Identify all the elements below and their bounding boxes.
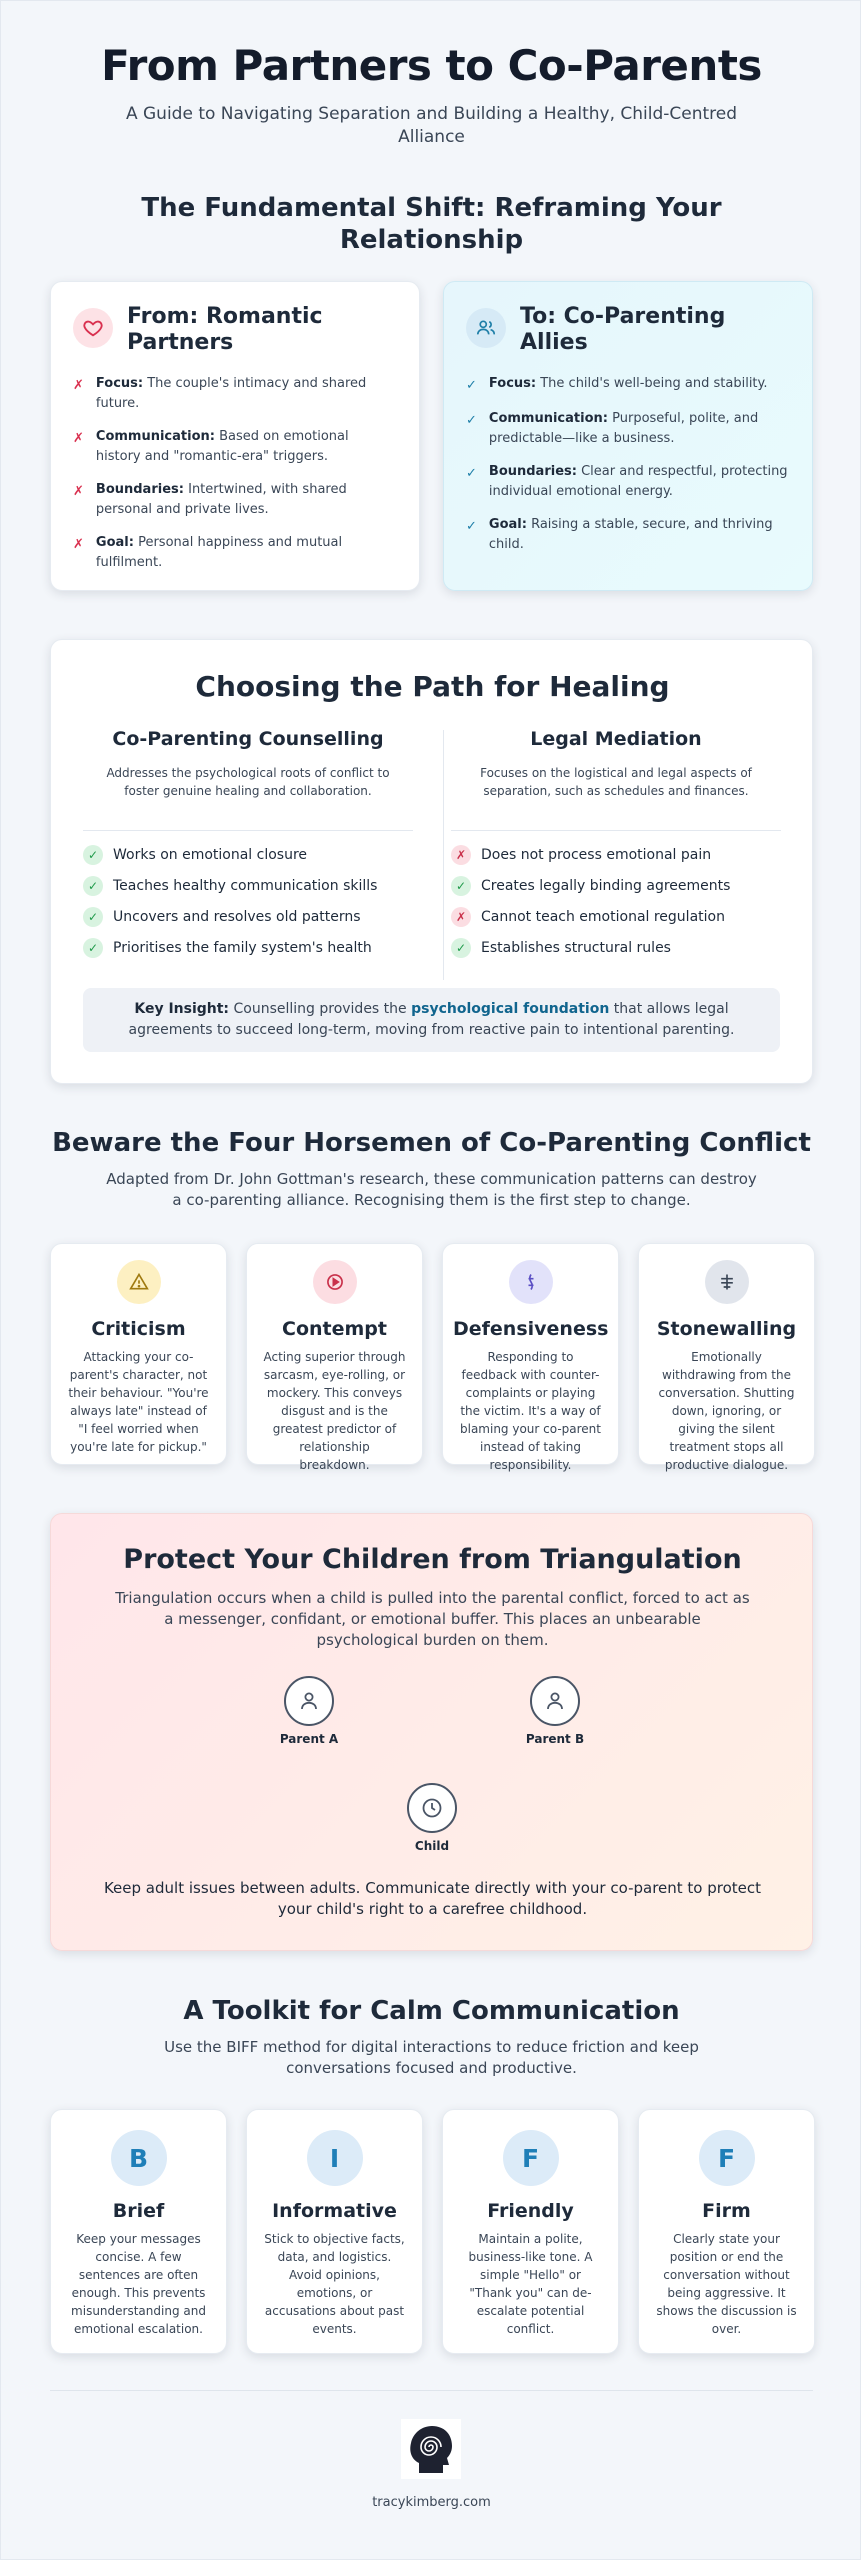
insight-text-before: Counselling provides the: [229, 1001, 412, 1017]
triangulation-subtitle: Triangulation occurs when a child is pulled into the parental conflict, forced to act as a messenger, confidant, or emotional buffer. This places an unbearable psychological burden on them.: [115, 1589, 750, 1649]
person-icon: [530, 1676, 580, 1726]
insight-highlight: psychological foundation: [411, 1001, 610, 1017]
horsemen-subtitle: Adapted from Dr. John Gottman's research, these communication patterns can destroy a co-parenting alliance. Recognising them is the first step to change.: [106, 1170, 757, 1209]
horseman-card-contempt: [246, 1243, 423, 1472]
mediation-item-text: Cannot teach emotional regulation: [481, 908, 725, 925]
to-item-label: Focus:: [488, 376, 537, 391]
check-icon: ✓: [451, 938, 471, 958]
warning-icon: [117, 1260, 161, 1304]
horsemen-title: Beware the Four Horsemen of Co-Parenting Conflict: [52, 1128, 811, 1158]
head-spiral-logo: [401, 2419, 461, 2479]
parent-a-node: [249, 1676, 369, 1746]
to-item-text: [489, 515, 790, 555]
to-item-body: Purposeful, polite, and predictable—like a business.: [488, 411, 759, 446]
horseman-desc: Attacking your co-parent's character, not their behaviour. "You're always late" instead of "I feel worried when you're late for pickup.": [68, 1350, 209, 1454]
child-label: Child: [414, 1839, 450, 1853]
counselling-title: Co-Parenting Counselling: [112, 728, 384, 750]
from-item: [73, 427, 397, 467]
shield-icon: [509, 1260, 553, 1304]
counselling-column: [83, 728, 413, 963]
column-divider: [443, 730, 444, 980]
biff-letter: I: [307, 2130, 363, 2186]
mediation-item-text: Establishes structural rules: [481, 939, 671, 956]
mediation-title: Legal Mediation: [530, 728, 702, 750]
page-subtitle: A Guide to Navigating Separation and Building a Healthy, Child-Centred Alliance: [125, 104, 738, 147]
from-item-label: Communication:: [95, 429, 215, 444]
to-item-body: Clear and respectful, protecting individual emotional energy.: [488, 464, 788, 499]
horseman-card-stonewalling: [638, 1243, 815, 1472]
biff-title: Firm: [702, 2200, 751, 2222]
toolkit-subtitle: Use the BIFF method for digital interactions to reduce friction and keep conversations focused and productive.: [164, 2038, 699, 2077]
to-item-label: Boundaries:: [488, 464, 577, 479]
from-item-text: [96, 374, 397, 414]
from-item-label: Goal:: [95, 535, 134, 550]
healing-path-card: [50, 639, 813, 1084]
check-icon: ✓: [466, 378, 477, 393]
to-card-title: To: Co-Parenting Allies: [520, 304, 726, 355]
biff-card-informative: [246, 2109, 423, 2354]
counselling-item-text: Teaches healthy communication skills: [113, 877, 378, 894]
biff-title: Friendly: [487, 2200, 574, 2222]
cross-icon: ✗: [451, 907, 471, 927]
from-item-text: [96, 480, 397, 520]
to-item: [466, 374, 790, 396]
to-item-text: [489, 462, 790, 502]
users-icon: [466, 308, 506, 348]
from-item-body: The couple's intimacy and shared future.: [95, 376, 367, 411]
to-item: [466, 515, 790, 555]
check-icon: ✓: [83, 938, 103, 958]
counselling-item-text: Prioritises the family system's health: [113, 939, 372, 956]
horseman-desc: Emotionally withdrawing from the conversation. Shutting down, ignoring, or giving the silent treatment stops all productive dialogue.: [658, 1350, 795, 1472]
check-icon: ✓: [466, 413, 477, 428]
from-item-text: [96, 533, 397, 573]
horseman-title: Criticism: [91, 1318, 186, 1340]
triangulation-title: Protect Your Children from Triangulation: [123, 1544, 742, 1575]
counselling-item-text: Works on emotional closure: [113, 846, 308, 863]
horseman-desc: Acting superior through sarcasm, eye-rolling, or mockery. This conveys disgust and is the greatest predictor of relationship breakdown.: [263, 1350, 406, 1472]
mediation-item-text: Does not process emotional pain: [481, 846, 712, 863]
mediation-item-text: Creates legally binding agreements: [481, 877, 731, 894]
from-item-label: Focus:: [95, 376, 144, 391]
insight-label: Key Insight:: [134, 1001, 230, 1017]
cross-icon: ✗: [73, 537, 84, 552]
horseman-title: Stonewalling: [656, 1318, 797, 1340]
biff-letter: F: [699, 2130, 755, 2186]
mediation-list-item: [451, 901, 781, 932]
counselling-list-item: [83, 901, 413, 932]
toolkit-title: A Toolkit for Calm Communication: [183, 1996, 680, 2026]
triangulation-card: [50, 1513, 813, 1951]
horseman-title: Defensiveness: [453, 1318, 609, 1340]
person-icon: [284, 1676, 334, 1726]
to-item-body: The child's well-being and stability.: [540, 376, 768, 391]
horseman-card-defensiveness: [442, 1243, 619, 1472]
from-item-body: Based on emotional history and "romantic-era" triggers.: [95, 429, 349, 464]
to-item-label: Goal:: [488, 517, 527, 532]
counselling-list-item: [83, 870, 413, 901]
biff-desc: Maintain a polite, business-like tone. A simple "Hello" or "Thank you" can de-escalate potential conflict.: [468, 2232, 593, 2336]
insight-text-after: that allows legal agreements to succeed long-term, moving from reactive pain to intentional parenting.: [128, 1001, 735, 1038]
to-item-text: [489, 374, 768, 396]
wall-icon: [705, 1260, 749, 1304]
to-item-label: Communication:: [488, 411, 608, 426]
parent-a-label: Parent A: [279, 1732, 339, 1746]
biff-card-firm: [638, 2109, 815, 2354]
to-item-text: [489, 409, 790, 449]
check-icon: ✓: [451, 876, 471, 896]
from-item: [73, 374, 397, 414]
clock-icon: [407, 1783, 457, 1833]
horseman-card-criticism: [50, 1243, 227, 1465]
shift-section-title: The Fundamental Shift: Reframing Your Relationship: [141, 193, 722, 255]
heart-icon: [73, 308, 113, 348]
to-item: [466, 409, 790, 449]
check-icon: ✓: [83, 845, 103, 865]
check-icon: ✓: [466, 466, 477, 481]
parent-b-label: Parent B: [525, 1732, 585, 1746]
cross-icon: ✗: [73, 484, 84, 499]
path-title: Choosing the Path for Healing: [195, 670, 670, 703]
from-item-text: [96, 427, 397, 467]
from-item: [73, 533, 397, 573]
horseman-title: Contempt: [282, 1318, 387, 1340]
cross-icon: ✗: [451, 845, 471, 865]
mediation-list-item: [451, 870, 781, 901]
to-allies-card: [443, 281, 813, 591]
child-node: [372, 1783, 492, 1853]
from-card-title: From: Romantic Partners: [127, 304, 323, 355]
counselling-desc: Addresses the psychological roots of conflict to foster genuine healing and collaboration.: [106, 766, 390, 798]
biff-title: Brief: [112, 2200, 165, 2222]
biff-title: Informative: [272, 2200, 397, 2222]
check-icon: ✓: [83, 907, 103, 927]
mediation-list-item: [451, 839, 781, 870]
from-item: [73, 480, 397, 520]
check-icon: ✓: [83, 876, 103, 896]
from-romantic-card: [50, 281, 420, 591]
biff-desc: Stick to objective facts, data, and logistics. Avoid opinions, emotions, or accusations about past events.: [264, 2232, 405, 2336]
mediation-desc: Focuses on the logistical and legal aspects of separation, such as schedules and finances.: [480, 766, 752, 798]
from-item-label: Boundaries:: [95, 482, 184, 497]
biff-desc: Keep your messages concise. A few sentences are often enough. This prevents misunderstanding and emotional escalation.: [71, 2232, 206, 2336]
counselling-item-text: Uncovers and resolves old patterns: [113, 908, 361, 925]
cross-icon: ✗: [73, 431, 84, 446]
from-item-body: Personal happiness and mutual fulfilment.: [95, 535, 343, 570]
biff-desc: Clearly state your position or end the conversation without being aggressive. It shows the discussion is over.: [656, 2232, 797, 2336]
key-insight-box: [83, 988, 780, 1052]
counselling-list-item: [83, 932, 413, 963]
cross-icon: ✗: [73, 378, 84, 393]
page-title: From Partners to Co-Parents: [101, 41, 762, 90]
counselling-list-item: [83, 839, 413, 870]
biff-card-brief: [50, 2109, 227, 2354]
biff-card-friendly: [442, 2109, 619, 2354]
to-item: [466, 462, 790, 502]
parent-b-node: [495, 1676, 615, 1746]
mediation-column: [451, 728, 781, 963]
to-item-body: Raising a stable, secure, and thriving child.: [488, 517, 773, 552]
from-item-body: Intertwined, with shared personal and private lives.: [95, 482, 347, 517]
footer-url[interactable]: tracykimberg.com: [372, 2495, 491, 2510]
check-icon: ✓: [466, 519, 477, 534]
footer-divider: [50, 2390, 813, 2391]
horseman-desc: Responding to feedback with counter-complaints or playing the victim. It's a way of blaming your co-parent instead of taking responsibility.: [460, 1350, 601, 1472]
biff-letter: B: [111, 2130, 167, 2186]
biff-letter: F: [503, 2130, 559, 2186]
target-icon: [313, 1260, 357, 1304]
triangulation-footer: Keep adult issues between adults. Communicate directly with your co-parent to protect your child's right to a carefree childhood.: [103, 1879, 762, 1918]
mediation-list-item: [451, 932, 781, 963]
